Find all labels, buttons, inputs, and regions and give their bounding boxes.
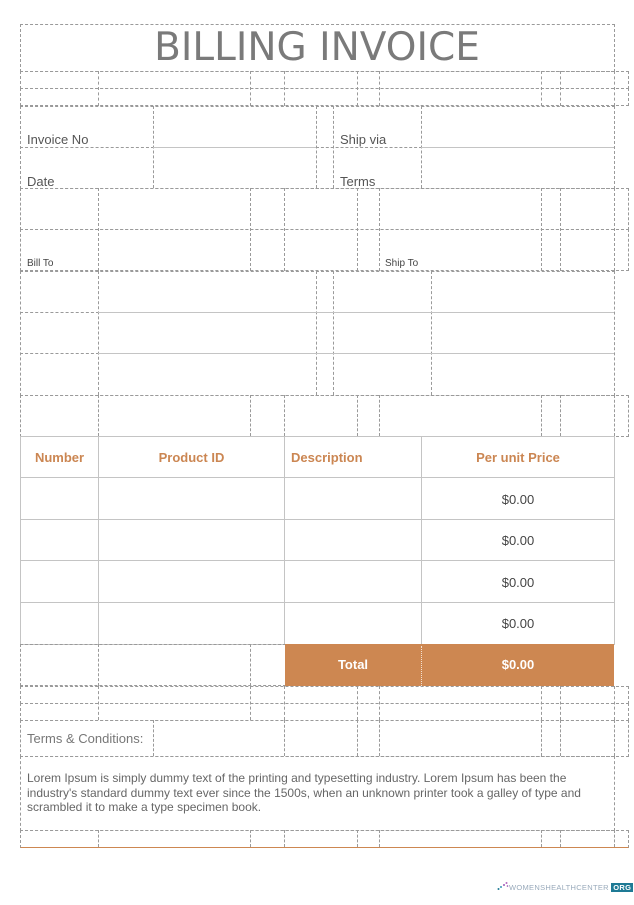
col-header-number: Number: [34, 450, 85, 465]
bill-to-label: Bill To: [27, 258, 54, 269]
spacer-row: [20, 686, 629, 704]
ship-via-label: Ship via: [340, 132, 387, 147]
ship-to-label: Ship To: [385, 258, 419, 269]
ship-to-field[interactable]: [432, 272, 614, 395]
row-price: $0.00: [501, 575, 535, 590]
row-price: $0.00: [501, 533, 535, 548]
terms-label: Terms: [340, 174, 376, 189]
spacer-row: [20, 703, 629, 721]
logo-text: WOMENSHEALTHCENTER: [509, 883, 609, 892]
grid-row: [20, 395, 629, 437]
bottom-row: [20, 830, 629, 848]
terms-conditions-label: Terms & Conditions:: [27, 731, 144, 746]
spacer-row: [20, 71, 629, 89]
logo-dots-icon: [497, 881, 509, 891]
date-field[interactable]: [154, 148, 316, 188]
terms-text: Lorem Ipsum is simply dummy text of the printing and typesetting industry. Lorem Ipsum has been the industry's standard dummy text ever since the 1500s, when an unknown printer took a galley of type and scrambled it to make a type specimen book.: [27, 771, 581, 814]
invoice-no-label: Invoice No: [27, 132, 89, 147]
total-label: Total: [337, 657, 369, 672]
invoice-no-field[interactable]: [154, 107, 316, 147]
col-header-price: Per unit Price: [476, 450, 560, 465]
terms-field[interactable]: [422, 148, 614, 188]
col-header-product-id: Product ID: [158, 450, 225, 465]
ship-via-field[interactable]: [422, 107, 614, 147]
spacer-row: [20, 88, 629, 106]
bill-to-field[interactable]: [99, 272, 316, 395]
logo-org-badge: ORG: [613, 883, 632, 892]
grid-row: [20, 188, 629, 230]
date-label: Date: [27, 174, 55, 189]
row-price: $0.00: [501, 616, 535, 631]
total-value: $0.00: [501, 657, 535, 672]
bill-ship-row: [20, 229, 629, 271]
page-title: BILLING INVOICE: [154, 25, 480, 70]
col-header-description: Description: [291, 450, 363, 465]
row-price: $0.00: [501, 492, 535, 507]
total-row: [20, 644, 286, 686]
